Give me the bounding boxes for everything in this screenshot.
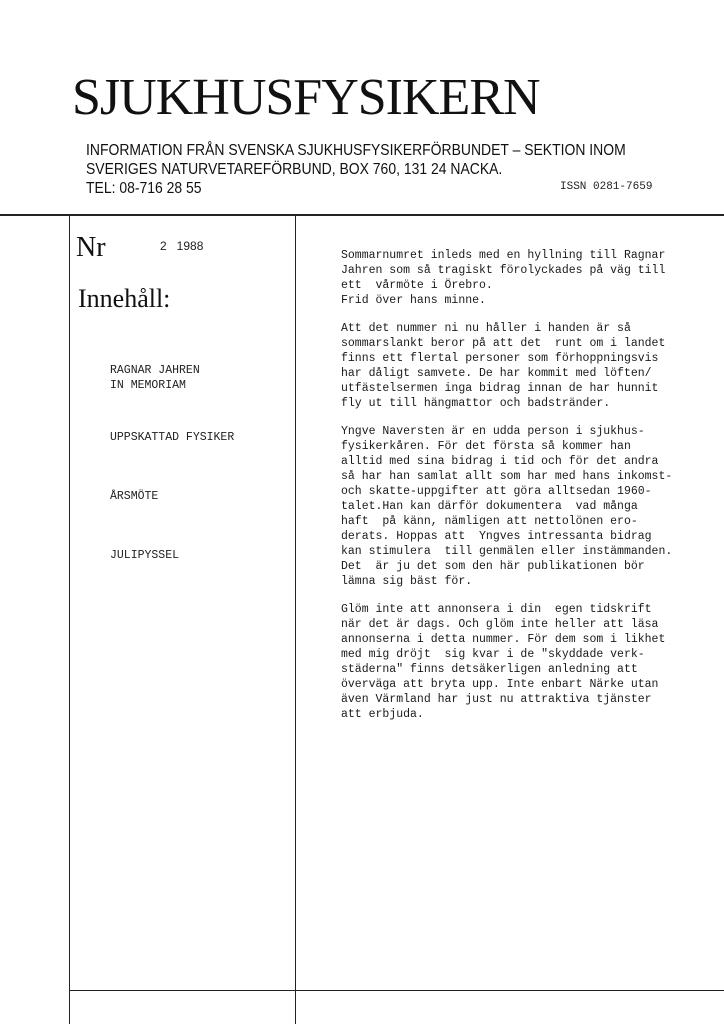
org-line: INFORMATION FRÅN SVENSKA SJUKHUSFYSIKERFÖRBUNDET – SEKTION INOM <box>86 142 626 159</box>
text-line: lämna sig bäst för. <box>341 575 473 588</box>
text-line: Glöm inte att annonsera i din egen tidskrift <box>341 603 652 616</box>
text-line: fysikerkåren. För det första så kommer han <box>341 440 631 453</box>
toc-item-arsmote: ÅRSMÖTE <box>110 490 159 503</box>
text-line: har dåligt samvete. De har kommit med löften/ <box>341 367 652 380</box>
text-line: haft på känn, nämligen att nettolönen ero- <box>341 515 638 528</box>
issue-number-year: 2 1988 <box>160 239 204 253</box>
masthead-title: SJUKHUSFYSIKERN <box>72 69 540 126</box>
org-line: SVERIGES NATURVETAREFÖRBUND, BOX 760, 131 24 NACKA. <box>86 161 503 178</box>
text-line: städerna" finns detsäkerligen anledning att <box>341 663 638 676</box>
text-line: Att det nummer ni nu håller i handen är så <box>341 322 631 335</box>
toc-item-julipyssel: JULIPYSSEL <box>110 549 180 562</box>
organization-info <box>86 141 626 198</box>
toc-item-in-memoriam: IN MEMORIAM <box>110 379 186 392</box>
text-line: att erbjuda. <box>341 708 424 721</box>
header-divider <box>0 214 724 216</box>
left-margin-rule <box>69 216 70 1024</box>
text-line: talet.Han kan därför dokumentera vad många <box>341 500 638 513</box>
column-divider <box>295 216 296 1024</box>
text-line: Jahren som så tragiskt förolyckades på väg till <box>341 264 666 277</box>
text-line: och skatte-uppgifter att göra alltsedan 1960- <box>341 485 652 498</box>
text-line: överväga att bryta upp. Inte enbart Närke utan <box>341 678 659 691</box>
paragraph-intro <box>341 248 721 308</box>
text-line: när det är dags. Och glöm inte heller att läsa <box>341 618 659 631</box>
text-line: med mig dröjt sig kvar i de "skyddade verk- <box>341 648 645 661</box>
footer-divider <box>69 990 724 991</box>
toc-item-ragnar-jahren: RAGNAR JAHREN <box>110 364 200 377</box>
editorial-text <box>341 248 721 735</box>
org-line: TEL: 08-716 28 55 <box>86 180 202 197</box>
text-line: derats. Hoppas att Yngves intressanta bidrag <box>341 530 652 543</box>
paragraph-ads <box>341 602 721 722</box>
text-line: utfästelsermen inga bidrag innan de har hunnit <box>341 382 659 395</box>
text-line: finns ett flertal personer som förhoppningsvis <box>341 352 659 365</box>
text-line: Yngve Naversten är en udda person i sjukhus- <box>341 425 645 438</box>
text-line: sommarslankt beror på att det runt om i landet <box>341 337 666 350</box>
contents-title: Innehåll: <box>78 284 171 313</box>
paragraph-yngve <box>341 424 721 589</box>
toc-item-uppskattad-fysiker: UPPSKATTAD FYSIKER <box>110 431 235 444</box>
text-line: ett vårmöte i Örebro. <box>341 279 493 292</box>
text-line: kan stimulera till genmälen eller instämmanden. <box>341 545 673 558</box>
issue-label: Nr <box>76 232 106 263</box>
text-line: Frid över hans minne. <box>341 294 486 307</box>
issn-number: ISSN 0281-7659 <box>560 181 653 193</box>
text-line: annonserna i detta nummer. För dem som i likhet <box>341 633 666 646</box>
text-line: fly ut till hängmattor och badstränder. <box>341 397 611 410</box>
text-line: alltid med sina bidrag i tid och för det andra <box>341 455 659 468</box>
text-line: så har han samlat allt som har med hans inkomst- <box>341 470 673 483</box>
paragraph-slim-issue <box>341 321 721 411</box>
text-line: även Värmland har just nu attraktiva tjänster <box>341 693 652 706</box>
text-line: Det är ju det som den här publikationen bör <box>341 560 645 573</box>
text-line: Sommarnumret inleds med en hyllning till Ragnar <box>341 249 666 262</box>
